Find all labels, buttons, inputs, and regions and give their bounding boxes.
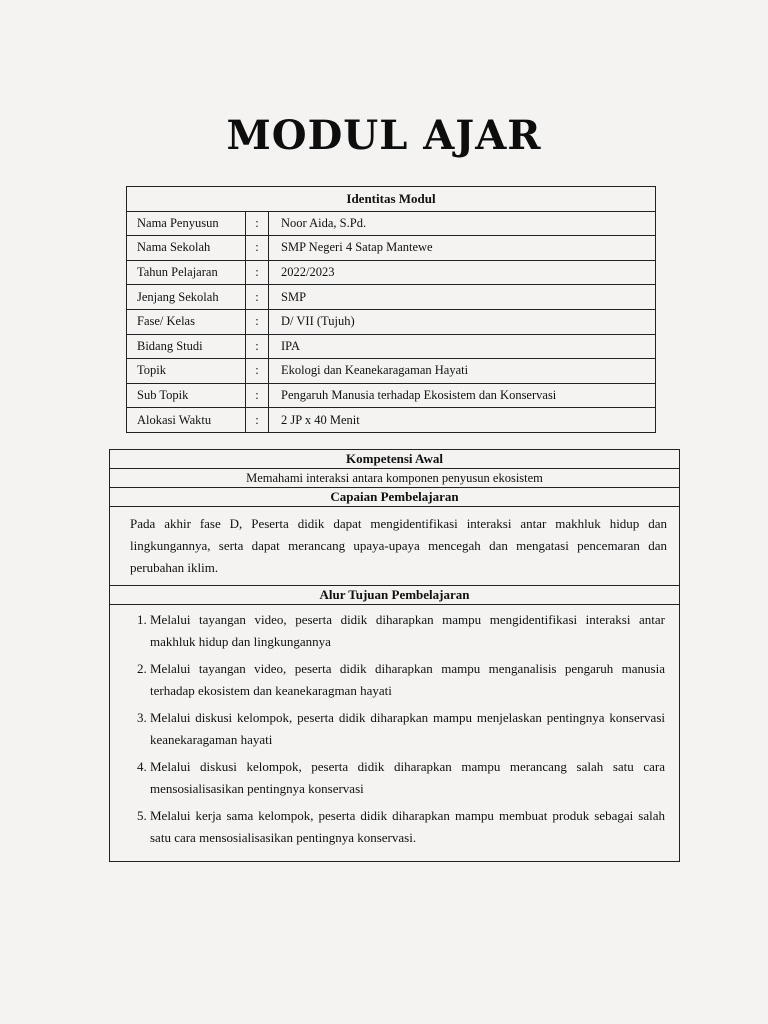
alur-list-cell — [110, 605, 680, 862]
row-value: IPA — [269, 334, 656, 359]
row-value: 2 JP x 40 Menit — [269, 408, 656, 433]
list-item: 5. Melalui kerja sama kelompok, peserta didik diharapkan mampu membuat produk sebagai salah satu cara mensosialisasikan pentingnya konservasi. — [150, 805, 665, 849]
row-separator: : — [246, 359, 269, 384]
alur-header: Alur Tujuan Pembelajaran — [110, 586, 680, 605]
row-label: Topik — [127, 359, 246, 384]
list-item: 1. Melalui tayangan video, peserta didik diharapkan mampu mengidentifikasi interaksi antar makhluk hidup dan lingkungannya — [150, 609, 665, 653]
row-value: Noor Aida, S.Pd. — [269, 211, 656, 236]
row-label: Sub Topik — [127, 383, 246, 408]
row-value: Pengaruh Manusia terhadap Ekosistem dan Konservasi — [269, 383, 656, 408]
row-label: Fase/ Kelas — [127, 309, 246, 334]
list-item: 4. Melalui diskusi kelompok, peserta didik diharapkan mampu merancang salah satu cara mensosialisasikan pentingnya konservasi — [150, 756, 665, 800]
list-item: 2. Melalui tayangan video, peserta didik diharapkan mampu menganalisis pengaruh manusia terhadap ekosistem dan keanekaragman hayati — [150, 658, 665, 702]
kompetensi-table — [109, 449, 680, 862]
row-separator: : — [246, 211, 269, 236]
row-value: 2022/2023 — [269, 260, 656, 285]
capaian-header: Capaian Pembelajaran — [110, 488, 680, 507]
row-label: Nama Sekolah — [127, 236, 246, 261]
row-separator: : — [246, 408, 269, 433]
row-label: Jenjang Sekolah — [127, 285, 246, 310]
capaian-row — [110, 507, 680, 586]
row-label: Nama Penyusun — [127, 211, 246, 236]
kompetensi-awal-header: Kompetensi Awal — [110, 450, 680, 469]
table-row — [127, 236, 656, 261]
table-row — [127, 334, 656, 359]
table-row — [127, 309, 656, 334]
row-value: SMP — [269, 285, 656, 310]
kompetensi-awal-header-row — [110, 450, 680, 469]
row-label: Alokasi Waktu — [127, 408, 246, 433]
row-separator: : — [246, 236, 269, 261]
row-separator: : — [246, 309, 269, 334]
row-value: Ekologi dan Keanekaragaman Hayati — [269, 359, 656, 384]
table-row — [127, 211, 656, 236]
row-separator: : — [246, 260, 269, 285]
identitas-modul-table — [126, 186, 656, 433]
alur-row — [110, 605, 680, 862]
table-row — [127, 408, 656, 433]
table-row — [127, 260, 656, 285]
kompetensi-awal-row — [110, 469, 680, 488]
kompetensi-awal-text: Memahami interaksi antara komponen penyusun ekosistem — [110, 469, 680, 488]
table-row — [127, 383, 656, 408]
row-label: Tahun Pelajaran — [127, 260, 246, 285]
row-value: D/ VII (Tujuh) — [269, 309, 656, 334]
list-item: 3. Melalui diskusi kelompok, peserta didik diharapkan mampu menjelaskan pentingnya konservasi keanekaragaman hayati — [150, 707, 665, 751]
page-title: MODUL AJAR — [226, 112, 542, 159]
identitas-header: Identitas Modul — [127, 187, 656, 212]
capaian-text: Pada akhir fase D, Peserta didik dapat mengidentifikasi interaksi antar makhluk hidup dan lingkungannya, serta dapat merancang upaya-upaya mencegah dan mengatasi pencemaran dan perubahan iklim. — [110, 507, 680, 586]
alur-header-row — [110, 586, 680, 605]
table-row — [127, 359, 656, 384]
row-separator: : — [246, 383, 269, 408]
identitas-header-row — [127, 187, 656, 212]
table-row — [127, 285, 656, 310]
row-separator: : — [246, 334, 269, 359]
capaian-header-row — [110, 488, 680, 507]
row-value: SMP Negeri 4 Satap Mantewe — [269, 236, 656, 261]
row-separator: : — [246, 285, 269, 310]
alur-list — [128, 609, 665, 849]
row-label: Bidang Studi — [127, 334, 246, 359]
